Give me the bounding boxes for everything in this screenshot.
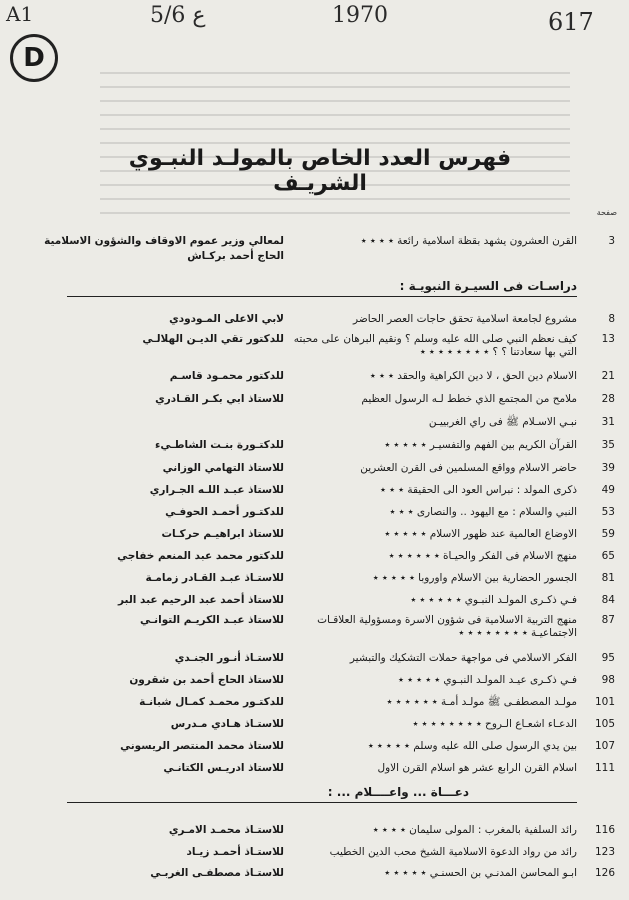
toc-entry — [0, 867, 629, 895]
entry-title: فـي ذكـرى المولـد النبـوي ٭ ٭ ٭ ٭ ٭ ٭ — [410, 594, 577, 606]
entry-title: رائد من رواد الدعوة الاسلامية الشيخ محب الدين الخطيب — [329, 846, 577, 858]
entry-title: رائد السلفية بالمغرب : المولى سليمان ٭ ٭ ٭ ٭ — [372, 824, 577, 836]
entry-page: 49 — [601, 484, 615, 496]
entry-page: 81 — [601, 572, 615, 584]
entry-page: 87 — [601, 614, 615, 626]
entry-title: القرن العشرون يشهد بقظة اسلامية رائعة ٭ ٭ ٭ ٭ — [360, 235, 577, 247]
entry-title: الدعـاء اشعـاع الـروح ٭ ٭ ٭ ٭ ٭ ٭ ٭ ٭ — [412, 718, 577, 730]
circled-letter-stamp: D — [10, 34, 58, 82]
entry-page: 116 — [594, 824, 615, 836]
entry-page: 111 — [594, 762, 615, 774]
entry-page: 3 — [608, 235, 615, 247]
entry-title: بين يدي الرسول صلى الله عليه وسلم ٭ ٭ ٭ ٭ ٭ — [367, 740, 577, 752]
entry-page: 126 — [594, 867, 615, 879]
toc-entry — [0, 762, 629, 790]
entry-author: للاستاذ الحاج أحمد بن شقرون — [129, 674, 284, 686]
entry-page: 59 — [601, 528, 615, 540]
section-heading-seerah: دراسـات فى السيـرة النبويـة : — [399, 279, 577, 293]
entry-title: نبـي الاسـلام ﷺ فى راي الغربييـن — [428, 416, 577, 428]
entry-page: 98 — [601, 674, 615, 686]
entry-author: للاستاذ ابي بكـر القـادري — [155, 393, 284, 405]
entry-author: للاستـاذ أحمـد زيـاد — [186, 846, 284, 858]
entry-author: للاستـاذ أنـور الجنـدي — [174, 652, 284, 664]
section-divider — [67, 296, 577, 297]
entry-author: للاستاذ عبـد اللـه الجـراري — [149, 484, 284, 496]
entry-page: 107 — [594, 740, 615, 752]
entry-author: للدكتور محمـود قاسـم — [169, 370, 284, 382]
entry-author: للاستـاذ محمـد الامـري — [168, 824, 284, 836]
entry-page: 105 — [594, 718, 615, 730]
entry-page: 35 — [601, 439, 615, 451]
archive-code: A1 — [6, 2, 34, 26]
entry-author: للاستاذ التهامي الوزاني — [162, 462, 284, 474]
entry-title: مولـد المصطفـى ﷺ مولـد أمـة ٭ ٭ ٭ ٭ ٭ ٭ — [386, 696, 577, 708]
entry-page: 95 — [601, 652, 615, 664]
entry-title: ابـو المحاسن المدنـي بن الحسنـي ٭ ٭ ٭ ٭ ٭ — [384, 867, 577, 879]
entry-author-name: الحاج أحمد بركـاش — [187, 250, 284, 262]
entry-author: للاستـاذ هـادي مـدرس — [170, 718, 284, 730]
entry-author: للدكتـور محمـد كمـال شبانـة — [139, 696, 284, 708]
entry-page: 13 — [601, 333, 615, 345]
entry-title: الجسور الحضارية بين الاسلام واوروبا ٭ ٭ ٭ ٭ ٭ — [372, 572, 577, 584]
entry-page: 65 — [601, 550, 615, 562]
entry-author: للاستاذ محمد المنتصر الريسوني — [120, 740, 284, 752]
entry-page: 101 — [594, 696, 615, 708]
entry-author: للاستاذ أحمد عبد الرحيم عبد البر — [118, 594, 284, 606]
handwritten-page-number: 617 — [548, 8, 594, 36]
entry-page: 28 — [601, 393, 615, 405]
entry-author: للاستـاذ عبـد القـادر زمامـة — [145, 572, 284, 584]
entry-page: 8 — [608, 313, 615, 325]
entry-title: كيف نعظم النبي صلى الله عليه وسلم ؟ ونقيم البرهان على محبته التي بها سعادتنا ؟ ؟ ٭ ٭ ٭ ٭ ٭ ٭ ٭ ٭ — [293, 333, 577, 358]
entry-title: فـي ذكـرى عيـد المولـد النبـوي ٭ ٭ ٭ ٭ ٭ — [398, 674, 577, 686]
entry-author: للاستاذ عبـد الكريـم التوانـي — [139, 614, 284, 626]
entry-title: الاسلام دين الحق ، لا دين الكراهية والحقد ٭ ٭ ٭ — [370, 370, 577, 382]
entry-title: منهج الاسلام فى الفكر والحيـاة ٭ ٭ ٭ ٭ ٭ ٭ — [388, 550, 577, 562]
section-heading-scholars: دعـــاة ... واعــــلام ... : — [327, 785, 469, 799]
entry-title: الفكر الاسلامي فى مواجهة حملات التشكيك والتبشير — [349, 652, 577, 664]
page-column-label: صفحة — [596, 208, 617, 217]
entry-author: للاستاذ ادريـس الكتانـي — [163, 762, 284, 774]
entry-page: 31 — [601, 416, 615, 428]
entry-title: اسلام القرن الرابع عشر هو اسلام القرن الاول — [377, 762, 577, 774]
entry-author: لمعالي وزير عموم الاوقاف والشؤون الاسلامية — [44, 235, 284, 247]
toc-entry — [0, 333, 629, 361]
entry-page: 123 — [594, 846, 615, 858]
year-mark: 1970 — [332, 3, 388, 28]
entry-title: الاوضاع العالمية عند ظهور الاسلام ٭ ٭ ٭ ٭ ٭ — [384, 528, 577, 540]
entry-title: النبي والسلام : مع اليهود .. والنصارى ٭ ٭ ٭ — [389, 506, 577, 518]
entry-page: 21 — [601, 370, 615, 382]
entry-title: ذكرى المولد : نبراس العود الى الحقيقة ٭ ٭ ٭ — [380, 484, 577, 496]
entry-author: للاستاذ ابراهيـم حركـات — [161, 528, 284, 540]
entry-author: للاستـاذ مصطفـى الغربـي — [150, 867, 284, 879]
entry-title: حاضر الاسلام وواقع المسلمين فى القرن العشرين — [360, 462, 577, 474]
entry-page: 84 — [601, 594, 615, 606]
entry-title: ملامح من المجتمع الذي خطط لـه الرسول العظيم — [361, 393, 577, 405]
section-divider — [67, 802, 577, 803]
toc-entry — [0, 614, 629, 642]
entry-author: لابي الاعلى المـودودي — [169, 313, 284, 325]
entry-title: القرآن الكريم بين الفهم والتفسيـر ٭ ٭ ٭ ٭ ٭ — [384, 439, 577, 451]
entry-author: للدكتور محمد عبد المنعم خفاجي — [117, 550, 284, 562]
page-title: فهرس العدد الخاص بالمولـد النبـوي الشريـف — [128, 146, 512, 196]
entry-page: 53 — [601, 506, 615, 518]
entry-author: للدكتـورة بنـت الشاطـيء — [155, 439, 284, 451]
entry-title: مشروع لجامعة اسلامية تحقق حاجات العصر الحاضر — [353, 313, 577, 325]
entry-author: للدكتور تقي الديـن الهلالـي — [142, 333, 284, 345]
entry-page: 39 — [601, 462, 615, 474]
volume-number: 5/6 ع — [150, 3, 206, 28]
entry-author: للدكتـور أحمـد الحوفـي — [165, 506, 284, 518]
entry-title: منهج التربية الاسلامية فى شؤون الاسرة ومسؤولية العلاقـات الاجتماعيـة ٭ ٭ ٭ ٭ ٭ ٭ ٭ ٭ — [317, 614, 577, 639]
